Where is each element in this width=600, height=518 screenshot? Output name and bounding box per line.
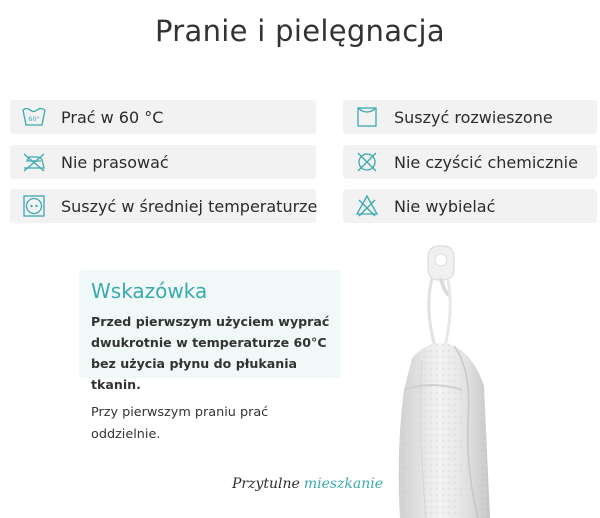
- care-item-tumble-dry-medium: [10, 189, 316, 223]
- care-label-no-dry-clean: Nie czyścić chemicznie: [394, 152, 578, 172]
- no-bleach-icon: [354, 193, 380, 219]
- page-title: Pranie i pielęgnacja: [155, 14, 445, 48]
- no-dry-clean-icon: [354, 149, 380, 175]
- care-item-no-iron: [10, 145, 316, 179]
- care-label-wash: Prać w 60 °C: [61, 107, 164, 127]
- care-label-no-iron: Nie prasować: [61, 152, 169, 172]
- brand-logo: [232, 476, 383, 492]
- care-label-hang-dry: Suszyć rozwieszone: [394, 107, 553, 127]
- care-item-no-bleach: [343, 189, 597, 223]
- wash-temperature-mark: 60°: [28, 115, 40, 123]
- wash-60-icon: [21, 104, 47, 130]
- brand-logo-part2: mieszkanie: [303, 476, 384, 492]
- no-iron-icon: [21, 149, 47, 175]
- washing-note: Przy pierwszym praniu prać oddzielnie.: [91, 405, 269, 442]
- tip-title: Wskazówka: [91, 279, 208, 303]
- care-label-no-bleach: Nie wybielać: [394, 196, 496, 216]
- brand-logo-part1: Przytulne: [232, 476, 300, 492]
- care-item-no-dry-clean: [343, 145, 597, 179]
- care-label-tumble-dry: Suszyć w średniej temperaturze: [61, 196, 318, 216]
- care-item-hang-dry: [343, 100, 597, 134]
- tip-box: [79, 270, 341, 392]
- tip-text: Przed pierwszym użyciem wyprać dwukrotnie w temperaturze 60°C bez użycia płynu do płukania tkanin.: [91, 314, 330, 392]
- tumble-dry-medium-icon: [21, 193, 47, 219]
- towel-on-hook-image: [392, 240, 600, 518]
- care-item-wash-60: [10, 100, 316, 134]
- hang-dry-icon: [354, 104, 380, 130]
